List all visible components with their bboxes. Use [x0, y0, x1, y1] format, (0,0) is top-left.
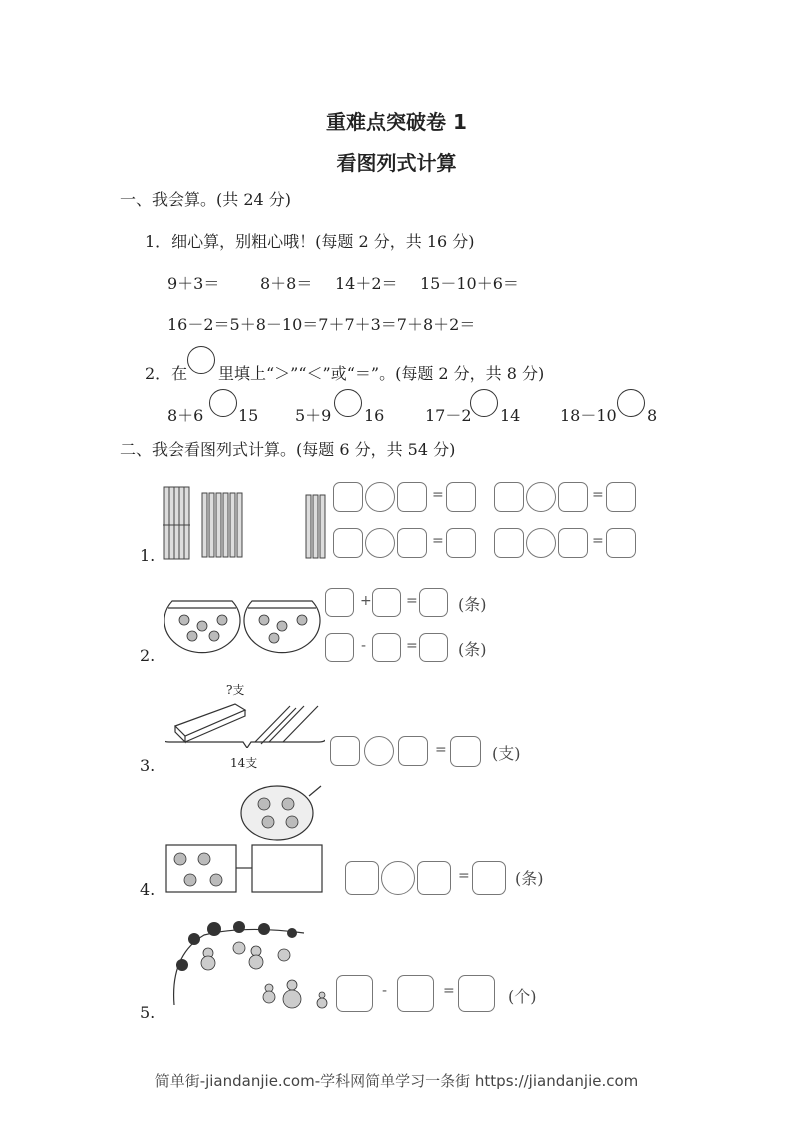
- section1-heading: 一、我会算。(共 24 分): [120, 190, 292, 209]
- unit-label: (个): [508, 987, 537, 1006]
- compare-left: 8＋6: [167, 406, 204, 425]
- unit-label: (条): [458, 595, 487, 614]
- answer-box[interactable]: [372, 633, 401, 662]
- equation: 8＋8＝: [260, 274, 313, 293]
- answer-box[interactable]: [419, 588, 448, 617]
- answer-box[interactable]: [333, 482, 363, 512]
- answer-box[interactable]: [458, 975, 495, 1012]
- minus-sign: -: [382, 983, 388, 999]
- answer-box[interactable]: [558, 482, 588, 512]
- q2-label-post: 里填上“＞”“＜”或“＝”。(每题 2 分，共 8 分): [218, 364, 545, 383]
- plus-sign: +: [360, 593, 372, 609]
- answer-box[interactable]: [330, 736, 360, 766]
- section2-heading: 二、我会看图列式计算。(每题 6 分，共 54 分): [120, 440, 456, 459]
- answer-box[interactable]: [325, 633, 354, 662]
- compare-right: 16: [364, 406, 385, 425]
- compare-circle-example: [187, 346, 215, 374]
- answer-box[interactable]: [446, 528, 476, 558]
- compare-right: 15: [238, 406, 259, 425]
- answer-box[interactable]: [558, 528, 588, 558]
- pencil-box-illustration: [165, 696, 325, 748]
- compare-left: 5＋9: [295, 406, 332, 425]
- compare-circle[interactable]: [617, 389, 645, 417]
- equals-sign: =: [432, 487, 444, 503]
- answer-box[interactable]: [325, 588, 354, 617]
- equals-sign: =: [443, 983, 455, 999]
- compare-right: 8: [647, 406, 658, 425]
- answer-box[interactable]: [417, 861, 451, 895]
- equation: 15－10＋6＝: [420, 274, 519, 293]
- equation: 14＋2＝: [335, 274, 398, 293]
- gourd-vine-illustration: [164, 915, 339, 1015]
- answer-box[interactable]: [398, 736, 428, 766]
- equals-sign: =: [592, 487, 604, 503]
- answer-box[interactable]: [397, 528, 427, 558]
- answer-box[interactable]: [372, 588, 401, 617]
- compare-circle[interactable]: [470, 389, 498, 417]
- operator-circle[interactable]: [364, 736, 394, 766]
- problem-number: 4.: [140, 880, 156, 899]
- equation-row: 16－2＝5＋8－10＝7＋7＋3＝7＋8＋2＝: [167, 315, 476, 334]
- answer-box[interactable]: [446, 482, 476, 512]
- compare-circle[interactable]: [209, 389, 237, 417]
- fish-net-illustration: [164, 784, 329, 896]
- compare-right: 14: [500, 406, 521, 425]
- operator-circle[interactable]: [365, 482, 395, 512]
- problem-number: 5.: [140, 1003, 156, 1022]
- operator-circle[interactable]: [365, 528, 395, 558]
- problem-number: 2.: [140, 646, 156, 665]
- compare-left: 17－2: [425, 406, 472, 425]
- equals-sign: =: [592, 533, 604, 549]
- operator-circle[interactable]: [381, 861, 415, 895]
- fish-bowls-illustration: [164, 596, 324, 666]
- answer-box[interactable]: [397, 482, 427, 512]
- answer-box[interactable]: [345, 861, 379, 895]
- equals-sign: =: [406, 638, 418, 654]
- equals-sign: =: [406, 593, 418, 609]
- operator-circle[interactable]: [526, 528, 556, 558]
- sticks-illustration: [160, 485, 335, 565]
- equals-sign: =: [458, 868, 470, 884]
- page-title: 重难点突破卷 1: [326, 110, 467, 134]
- equals-sign: =: [435, 742, 447, 758]
- answer-box[interactable]: [494, 528, 524, 558]
- answer-box[interactable]: [606, 482, 636, 512]
- total-label: 14支: [230, 756, 258, 770]
- minus-sign: -: [361, 638, 367, 654]
- problem-number: 3.: [140, 756, 156, 775]
- operator-circle[interactable]: [526, 482, 556, 512]
- q1-label: 1．细心算，别粗心哦！(每题 2 分，共 16 分): [145, 232, 475, 251]
- answer-box[interactable]: [450, 736, 481, 767]
- answer-box[interactable]: [397, 975, 434, 1012]
- unit-label: (支): [492, 744, 521, 763]
- q2-label-pre: 2．在: [145, 364, 188, 383]
- answer-box[interactable]: [336, 975, 373, 1012]
- answer-box[interactable]: [494, 482, 524, 512]
- page-subtitle: 看图列式计算: [336, 151, 457, 175]
- answer-box[interactable]: [606, 528, 636, 558]
- equation: 9＋3＝: [167, 274, 220, 293]
- footer-watermark: 简单街-jiandanjie.com-学科网简单学习一条街 https://jiandanjie.com: [154, 1072, 639, 1090]
- question-label: ?支: [226, 683, 245, 697]
- answer-box[interactable]: [333, 528, 363, 558]
- problem-number: 1.: [140, 546, 156, 565]
- answer-box[interactable]: [419, 633, 448, 662]
- equals-sign: =: [432, 533, 444, 549]
- unit-label: (条): [515, 869, 544, 888]
- unit-label: (条): [458, 640, 487, 659]
- compare-circle[interactable]: [334, 389, 362, 417]
- answer-box[interactable]: [472, 861, 506, 895]
- compare-left: 18－10: [560, 406, 617, 425]
